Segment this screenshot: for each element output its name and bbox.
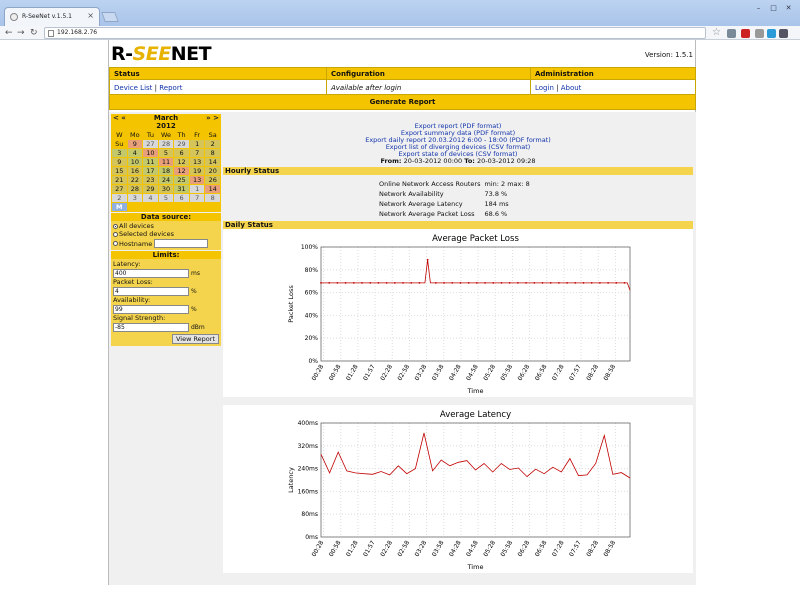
radio-button[interactable] [113,224,118,229]
data-point [443,282,445,284]
signal-strength-label: Signal Strength: [113,314,166,322]
calendar-day[interactable]: 10 [128,158,143,166]
menu-status-links [110,80,327,94]
table-row [377,199,532,209]
y-tick-label: 40% [304,312,318,320]
data-point [320,282,322,284]
y-tick-label: 160ms [297,488,318,496]
data-point [394,282,396,284]
report-link[interactable]: Report [159,84,183,92]
tab-title: R-SeeNet v.1.5.1 [22,13,72,20]
x-tick-label: 08:58 [602,363,618,382]
window-close-icon[interactable]: ✕ [785,4,792,12]
packet-loss-input[interactable]: 4 [113,287,189,296]
to-label: To: [464,157,475,165]
x-tick-label: 07:28 [550,539,566,558]
calendar-weekday: Mo [128,131,143,139]
calendar-day[interactable]: 11 [143,158,158,166]
calendar-day[interactable]: 16 [128,167,143,175]
x-tick-label: 06:28 [516,539,532,558]
x-tick-label: 03:58 [430,363,446,382]
y-tick-label: 20% [304,335,318,343]
maximize-icon[interactable]: □ [770,4,777,12]
x-axis-label: Time [467,563,484,571]
export-summary-link[interactable]: Export summary data (PDF format) [400,129,516,137]
calendar-next-icon[interactable]: » > [206,114,219,122]
signal-strength-unit: dBm [191,323,205,331]
data-point [361,282,363,284]
login-link[interactable]: Login [535,84,554,92]
latency-chart [223,405,693,575]
export-diverging-link[interactable]: Export list of diverging devices (CSV format) [385,143,531,151]
calendar-day[interactable]: 6 [174,149,189,157]
x-tick-label: 03:58 [430,539,446,558]
calendar-day[interactable]: 1 [190,185,205,193]
version-label: Version: 1.5.1 [644,51,693,59]
calendar-day[interactable]: 20 [205,167,220,175]
menu-header-row [110,68,695,80]
data-source-options [111,221,221,250]
data-point [615,282,617,284]
data-point [402,282,404,284]
calendar-day[interactable]: 15 [112,167,127,175]
calendar-weekday: Su [112,140,127,148]
y-tick-label: 240ms [297,465,318,473]
data-point [533,282,535,284]
calendar-day[interactable]: 28 [159,140,174,148]
url-text: 192.168.2.76 [57,29,98,36]
menu-status-heading: Status [110,68,327,79]
x-tick-label: 04:58 [465,363,480,382]
data-source-heading: Data source: [111,213,221,221]
generate-report-heading: Generate Report [110,95,695,109]
calendar-weekday: Fr [190,131,205,139]
export-pdf-link[interactable]: Export report (PDF format) [414,122,502,130]
stat-value: 73.8 % [484,190,508,198]
device-list-link[interactable]: Device List [114,84,153,92]
stat-value: 68.6 % [484,210,508,218]
menu-administration-heading: Administration [535,70,594,78]
calendar-weekday: Sa [205,131,220,139]
data-point [591,282,593,284]
stat-value: 184 ms [484,200,509,208]
tab-close-icon[interactable]: × [87,11,94,20]
latency-label: Latency: [113,260,141,268]
data-point [574,282,576,284]
menu-configuration-heading: Configuration [327,68,531,79]
data-point [607,282,609,284]
x-axis-label: Time [467,387,484,395]
y-axis-label: Packet Loss [287,285,295,323]
x-tick-label: 05:58 [499,539,515,558]
logo-part: SEE [132,43,171,65]
data-point [345,282,347,284]
calendar-day[interactable]: 3 [128,194,143,202]
report-output-panel [223,114,693,575]
x-tick-label: 07:28 [550,363,566,382]
calendar-weekday: Tu [143,131,158,139]
new-tab-button[interactable] [101,12,119,22]
calendar-day[interactable]: 25 [174,176,189,184]
calendar-day[interactable]: 27 [112,185,127,193]
export-daily-link[interactable]: Export daily report 20.03.2012 6:00 - 18:00 (PDF format) [365,136,551,144]
menu-admin-links [531,80,695,94]
reload-icon[interactable]: ↻ [30,28,38,38]
configuration-note: Available after login [327,80,531,94]
x-tick-label: 01:57 [362,363,377,382]
calendar-day[interactable]: 30 [159,185,174,193]
calendar-day[interactable]: 8 [205,194,220,202]
x-tick-label: 03:28 [413,539,429,558]
data-point [419,282,421,284]
data-point [476,282,478,284]
x-tick-label: 07:57 [568,363,583,382]
y-tick-label: 100% [300,244,318,251]
x-tick-label: 03:28 [413,363,429,382]
from-label: From: [380,157,402,165]
calendar-day[interactable]: 28 [128,185,143,193]
menu-links-row [110,80,695,95]
calendar-day[interactable]: 2 [205,140,220,148]
y-tick-label: 0% [308,358,318,365]
extension-icon[interactable] [727,29,736,38]
stat-label: Online Network Access Routers [379,180,481,188]
calendar-grid [111,130,221,203]
separator: | [154,84,157,92]
data-point [386,282,388,284]
calendar-year: 2012 [111,122,221,130]
chart-title: Average Packet Loss [432,234,519,244]
x-tick-label: 01:57 [362,539,377,558]
stat-value: min: 2 max: 8 [484,180,530,188]
x-tick-label: 02:58 [396,539,412,558]
data-point [468,282,470,284]
report-filter-panel [111,114,221,346]
data-point [599,282,601,284]
x-tick-label: 00:28 [310,539,326,558]
calendar-day[interactable]: 4 [143,194,158,202]
x-tick-label: 00:28 [310,363,326,382]
logo [111,43,211,65]
limits-heading: Limits: [111,251,221,259]
calendar-day[interactable]: 29 [174,140,189,148]
extension-icon[interactable] [741,29,750,38]
calendar-day[interactable]: 8 [205,149,220,157]
y-tick-label: 60% [304,289,318,297]
x-tick-label: 04:28 [447,539,463,558]
browser-toolbar [0,26,800,40]
about-link[interactable]: About [560,84,582,92]
wrench-icon[interactable] [779,29,788,38]
selected-devices-label: Selected devices [119,230,174,238]
calendar-day[interactable]: 23 [143,176,158,184]
bookmark-star-icon[interactable]: ☆ [712,27,721,38]
x-tick-label: 08:58 [602,539,618,558]
data-point [369,282,371,284]
calendar-day[interactable]: 7 [190,149,205,157]
hourly-status-table [377,179,532,219]
x-tick-label: 02:28 [379,363,394,382]
x-tick-label: 02:58 [396,363,412,382]
calendar-day[interactable]: 27 [143,140,158,148]
availability-unit: % [191,305,197,313]
calendar-day[interactable]: 19 [190,167,205,175]
page-icon [48,30,54,37]
main-menu [109,67,696,110]
browser-tabstrip [0,0,800,26]
x-tick-label: 06:58 [533,539,549,558]
x-tick-label: 04:28 [447,363,463,382]
stat-label: Network Availability [379,190,444,198]
x-tick-label: 06:58 [533,363,549,382]
data-point [492,282,494,284]
calendar-day[interactable]: 31 [174,185,189,193]
data-point [624,282,626,284]
data-point [410,282,412,284]
hostname-option[interactable] [113,238,219,249]
logo-part: NET [170,43,212,65]
packet-loss-label: Packet Loss: [113,278,153,286]
latency-input[interactable]: 400 [113,269,189,278]
calendar-day[interactable]: 22 [128,176,143,184]
x-tick-label: 01:28 [344,539,360,558]
calendar-header [111,114,221,122]
report-content [109,112,696,585]
hostname-input[interactable] [154,239,208,248]
calendar-day[interactable]: 21 [112,176,127,184]
table-row [377,179,532,189]
radio-button[interactable] [113,232,118,237]
browser-tab[interactable] [4,7,100,26]
data-point [435,282,437,284]
limits-form [111,259,221,346]
calendar-weekday: W [112,131,127,139]
latency-chart-svg [223,405,693,573]
calendar-day[interactable]: 29 [143,185,158,193]
calendar-footer [111,203,221,212]
y-tick-label: 80% [304,266,318,274]
window-controls [753,4,794,13]
to-value: 20-03-2012 09:28 [476,157,536,165]
favicon-icon [10,13,18,21]
data-point [525,282,527,284]
view-report-button[interactable]: View Report [172,334,219,344]
x-tick-label: 00:58 [327,363,343,382]
calendar-day[interactable]: 3 [112,149,127,157]
x-tick-label: 04:58 [465,539,480,558]
x-tick-label: 05:28 [482,539,497,558]
y-axis-label: Latency [287,467,295,493]
data-point [451,282,453,284]
signal-strength-input[interactable]: -85 [113,323,189,332]
data-point [353,282,355,284]
x-tick-label: 00:58 [327,539,343,558]
extension-icon[interactable] [755,29,764,38]
calendar-day[interactable]: 5 [159,194,174,202]
data-point [542,282,544,284]
all-devices-label: All devices [119,222,154,230]
calendar-day[interactable]: 9 [112,158,127,166]
export-state-link[interactable]: Export state of devices (CSV format) [398,150,518,158]
minimize-icon[interactable]: – [756,4,761,12]
calendar-day[interactable]: 17 [143,167,158,175]
packet-loss-unit: % [191,287,197,295]
calendar-week-number[interactable]: 10 [143,149,158,157]
calendar-day[interactable]: 1 [190,140,205,148]
data-point [558,282,560,284]
calendar-week-number[interactable]: 12 [174,167,189,175]
calendar-day[interactable]: 13 [190,158,205,166]
forward-icon[interactable]: → [17,28,25,38]
calendar-day[interactable]: 12 [174,158,189,166]
calendar-day[interactable]: 5 [159,149,174,157]
calendar-day[interactable]: 2 [112,194,127,202]
data-point [328,282,330,284]
calendar-day[interactable]: 24 [159,176,174,184]
data-point [509,282,511,284]
calendar-month: March [153,114,179,122]
data-point [501,282,503,284]
x-tick-label: 05:58 [499,363,515,382]
table-row [377,209,532,219]
hostname-label: Hostname [119,239,153,248]
x-tick-label: 07:57 [568,539,583,558]
calendar-prev-icon[interactable]: < « [113,114,126,122]
date-range [223,158,693,165]
y-tick-label: 320ms [297,442,318,450]
packet-loss-chart-svg [223,229,693,397]
data-point [337,282,339,284]
data-point [378,282,380,284]
calendar-month-button[interactable]: M [112,203,127,211]
calendar-weekday: We [159,131,174,139]
data-point [460,282,462,284]
stat-label: Network Average Packet Loss [379,210,475,218]
export-links [223,114,693,165]
y-tick-label: 0ms [305,534,318,541]
y-tick-label: 400ms [297,420,318,427]
extension-icon[interactable] [767,29,776,38]
calendar-day[interactable]: 7 [190,194,205,202]
calendar-week-number[interactable]: 14 [205,185,220,193]
chart-title: Average Latency [439,410,512,420]
calendar-week-number[interactable]: 9 [128,140,143,148]
calendar-day[interactable]: 18 [159,167,174,175]
calendar-day[interactable]: 4 [128,149,143,157]
data-point [550,282,552,284]
page [108,40,696,585]
packet-loss-chart [223,229,693,399]
radio-button[interactable] [113,241,118,246]
availability-input[interactable]: 99 [113,305,189,314]
calendar-weekday: Th [174,131,189,139]
data-point [583,282,585,284]
x-tick-label: 08:28 [585,363,600,382]
calendar-week-number[interactable]: 11 [159,158,174,166]
x-tick-label: 01:28 [344,363,360,382]
stat-label: Network Average Latency [379,200,463,208]
back-icon[interactable]: ← [5,28,13,38]
all-devices-option[interactable] [113,222,219,230]
table-row [377,189,532,199]
x-tick-label: 05:28 [482,363,497,382]
from-value: 20-03-2012 00:00 [403,157,463,165]
calendar-week-number[interactable]: 13 [190,176,205,184]
latency-unit: ms [191,269,200,277]
y-tick-label: 80ms [301,511,318,519]
calendar-day[interactable]: 14 [205,158,220,166]
address-bar[interactable] [44,27,706,39]
data-point [427,259,429,261]
hourly-status-heading: Hourly Status [223,167,693,175]
data-point [517,282,519,284]
availability-label: Availability: [113,296,151,304]
x-tick-label: 08:28 [585,539,600,558]
data-point [484,282,486,284]
data-point [566,282,568,284]
x-tick-label: 02:28 [379,539,394,558]
logo-part: R- [111,43,133,65]
calendar-day[interactable]: 26 [205,176,220,184]
calendar-day[interactable]: 6 [174,194,189,202]
selected-devices-option[interactable] [113,230,219,238]
x-tick-label: 06:28 [516,363,532,382]
daily-status-heading: Daily Status [223,221,693,229]
separator: | [556,84,559,92]
